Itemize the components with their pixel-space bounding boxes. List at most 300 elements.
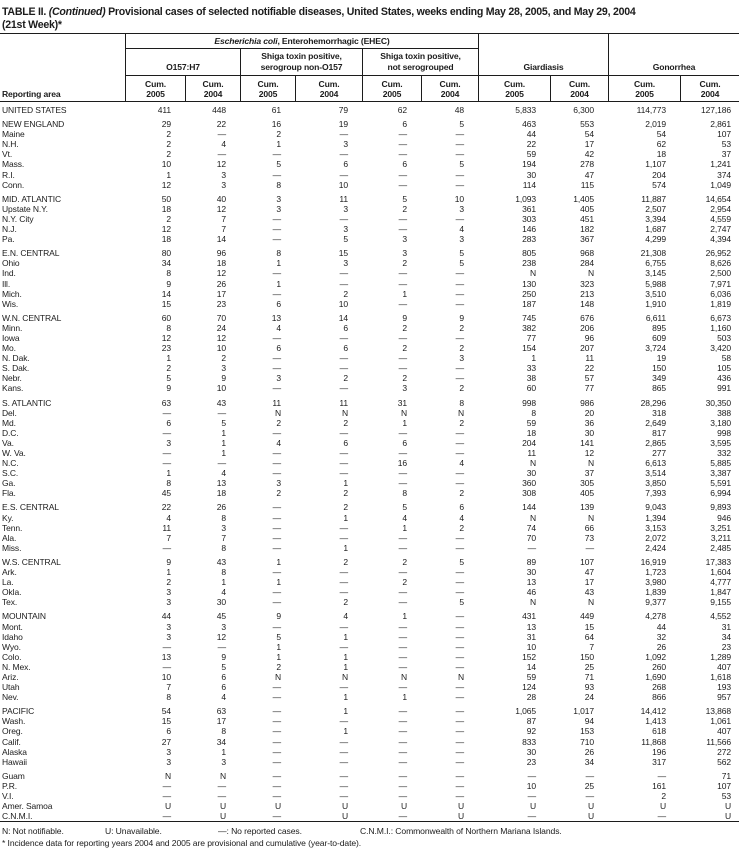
- cell: 9: [221, 651, 226, 662]
- cell: —: [455, 641, 464, 652]
- cell: 12: [216, 631, 226, 642]
- cell: —: [455, 726, 464, 737]
- cell: 411: [157, 105, 171, 115]
- cell: 79: [338, 105, 348, 115]
- cell: 10: [338, 298, 348, 309]
- footnote-legend-item: N: Not notifiable.: [2, 826, 64, 837]
- table-section: [0, 194, 739, 244]
- cell: —: [585, 770, 594, 781]
- cell: —: [339, 587, 348, 598]
- row-label: Ala.: [2, 532, 17, 543]
- cell: 2: [343, 288, 348, 299]
- cell: 15: [338, 248, 348, 259]
- row-label: W. Va.: [2, 448, 26, 458]
- cell: 60: [161, 312, 171, 323]
- cell: 30: [216, 597, 226, 608]
- cell: 26: [656, 641, 666, 652]
- table-section: [0, 119, 739, 190]
- cell: —: [455, 268, 464, 279]
- cell: 745: [522, 312, 536, 323]
- cell: 12: [584, 448, 594, 458]
- cell: N: [529, 597, 536, 608]
- cell: 407: [717, 726, 731, 737]
- cell: 94: [584, 716, 594, 727]
- table-row: [0, 299, 739, 309]
- row-label: Tex.: [2, 597, 18, 608]
- cell: 182: [580, 224, 594, 235]
- cell: 17,383: [705, 556, 731, 567]
- row-label: MOUNTAIN: [2, 611, 46, 622]
- cell: N: [587, 597, 594, 608]
- table-row: [0, 105, 739, 115]
- cell: 3,394: [645, 213, 666, 224]
- row-label: Okla.: [2, 587, 22, 598]
- cell: 6: [459, 502, 464, 513]
- cell: 43: [216, 397, 226, 408]
- cell: 10: [338, 179, 348, 190]
- row-label: UNITED STATES: [2, 105, 67, 115]
- cell: 3,145: [645, 268, 666, 279]
- cell: —: [527, 811, 536, 822]
- cell: —: [398, 278, 407, 289]
- row-label: R.I.: [2, 169, 15, 180]
- row-label: Hawaii: [2, 756, 27, 767]
- cell: 360: [522, 478, 536, 489]
- cell: 10: [161, 159, 171, 170]
- cell: 374: [717, 169, 731, 180]
- year-label: 2005: [258, 88, 278, 99]
- cell: 62: [656, 139, 666, 150]
- cell: 30,350: [705, 397, 731, 408]
- cell: —: [455, 716, 464, 727]
- cell: 2: [661, 791, 666, 801]
- cell: —: [455, 288, 464, 299]
- cell: —: [272, 353, 281, 364]
- cell: 2: [402, 258, 407, 269]
- table-row: [0, 458, 739, 468]
- cell: 30: [584, 427, 594, 438]
- cell: 54: [656, 129, 666, 140]
- cell: 5: [459, 248, 464, 259]
- cell: —: [217, 780, 226, 791]
- table-row: [0, 373, 739, 383]
- cell: —: [398, 811, 407, 822]
- cell: 7,971: [710, 278, 731, 289]
- cell: 15: [161, 298, 171, 309]
- cell: 18: [216, 258, 226, 269]
- cell: 1,092: [645, 651, 666, 662]
- cell: —: [398, 363, 407, 374]
- cell: 998: [522, 397, 536, 408]
- cell: —: [339, 213, 348, 224]
- cell: 6: [343, 437, 348, 448]
- cell: 3: [166, 756, 171, 767]
- table-row: [0, 557, 739, 567]
- cell: 5: [459, 119, 464, 130]
- cell: 25: [584, 780, 594, 791]
- cell: 73: [584, 532, 594, 543]
- cell: 7,393: [645, 488, 666, 499]
- cell: 7: [221, 213, 226, 224]
- cell: 1: [343, 631, 348, 642]
- cell: 3: [459, 203, 464, 214]
- shiga-not-sero-line2: not serogrouped: [387, 61, 454, 72]
- cell: 152: [522, 651, 536, 662]
- cell: 18: [526, 427, 536, 438]
- cell: —: [272, 532, 281, 543]
- table-row: [0, 632, 739, 642]
- cell: —: [455, 661, 464, 672]
- cell: 148: [580, 298, 594, 309]
- cell: 36: [584, 417, 594, 428]
- cell: N: [457, 407, 464, 418]
- cell: 7: [221, 224, 226, 235]
- table-row: [0, 543, 739, 553]
- cell: 17: [584, 577, 594, 588]
- cell: —: [527, 791, 536, 801]
- cum-header-row: [0, 76, 739, 101]
- cell: 37: [584, 468, 594, 479]
- table-row: [0, 363, 739, 373]
- table-row: [0, 781, 739, 791]
- cell: 44: [161, 611, 171, 622]
- cell: 318: [652, 407, 666, 418]
- cell: 1,910: [645, 298, 666, 309]
- table-row: [0, 323, 739, 333]
- cell: 10: [216, 343, 226, 354]
- cell: 10: [161, 671, 171, 682]
- row-label: PACIFIC: [2, 706, 35, 717]
- cell: —: [455, 332, 464, 343]
- row-label: N. Mex.: [2, 661, 31, 672]
- cell: 5: [402, 502, 407, 513]
- cell: 22: [584, 363, 594, 374]
- cell: —: [398, 631, 407, 642]
- cell: 2: [166, 577, 171, 588]
- cell: 6: [343, 322, 348, 333]
- cell: 3,251: [710, 522, 731, 533]
- table-row: [0, 438, 739, 448]
- cum-label: Cum.: [202, 78, 224, 89]
- cell: 5: [402, 193, 407, 204]
- cell: 61: [271, 105, 281, 115]
- cell: 89: [526, 556, 536, 567]
- cell: —: [398, 532, 407, 543]
- cell: —: [455, 706, 464, 717]
- cell: 11: [162, 522, 171, 533]
- cell: U: [587, 801, 594, 812]
- cum-year-header: [362, 76, 421, 101]
- table-row: [0, 418, 739, 428]
- cell: 14: [338, 312, 348, 323]
- cell: —: [339, 567, 348, 578]
- cell: 38: [526, 373, 536, 384]
- cell: 2: [221, 353, 226, 364]
- row-label: Pa.: [2, 234, 15, 245]
- cell: 3: [221, 179, 226, 190]
- cell: —: [272, 502, 281, 513]
- cell: 1: [221, 448, 226, 458]
- cell: 63: [216, 706, 226, 717]
- cell: 196: [652, 746, 666, 757]
- o157-header: [125, 49, 240, 76]
- cell: —: [339, 736, 348, 747]
- cum-label: Cum.: [257, 78, 279, 89]
- cell: 1,839: [645, 587, 666, 598]
- cell: 4: [166, 512, 171, 523]
- cell: N: [529, 458, 536, 469]
- cell: —: [162, 542, 171, 553]
- row-label: W.S. CENTRAL: [2, 556, 61, 567]
- header-spacer: [0, 49, 125, 76]
- table-section: [0, 771, 739, 821]
- cell: N: [587, 268, 594, 279]
- cell: —: [455, 577, 464, 588]
- cell: 13: [271, 312, 281, 323]
- cell: 9,893: [710, 502, 731, 513]
- cell: —: [272, 726, 281, 737]
- cell: —: [398, 621, 407, 632]
- cell: 308: [522, 488, 536, 499]
- cell: 9,043: [645, 502, 666, 513]
- table-row: [0, 716, 739, 726]
- cell: —: [398, 448, 407, 458]
- cell: 8: [276, 248, 281, 259]
- cell: 1: [221, 437, 226, 448]
- cell: 13,868: [705, 706, 731, 717]
- cell: 60: [526, 383, 536, 394]
- cell: 2: [166, 213, 171, 224]
- row-label: Utah: [2, 682, 20, 693]
- table-row: [0, 757, 739, 767]
- row-label: Kans.: [2, 383, 24, 394]
- cell: 2: [459, 383, 464, 394]
- cell: 6: [221, 671, 226, 682]
- cell: 213: [580, 288, 594, 299]
- table-row: [0, 333, 739, 343]
- cell: U: [457, 801, 464, 812]
- cell: 2,649: [645, 417, 666, 428]
- cell: —: [339, 532, 348, 543]
- cell: —: [272, 448, 281, 458]
- cell: 16,919: [640, 556, 666, 567]
- cell: 141: [580, 437, 594, 448]
- cell: —: [339, 363, 348, 374]
- cell: —: [585, 791, 594, 801]
- cell: 817: [652, 427, 666, 438]
- cell: 946: [717, 512, 731, 523]
- cell: 30: [526, 468, 536, 479]
- cell: 2: [402, 373, 407, 384]
- cell: —: [455, 169, 464, 180]
- cell: 1: [402, 417, 407, 428]
- table-row: [0, 567, 739, 577]
- cell: —: [272, 169, 281, 180]
- cell: 31: [526, 631, 536, 642]
- cell: 71: [721, 770, 731, 781]
- row-label: Ga.: [2, 478, 16, 489]
- shiga-non-o157-header: [240, 49, 362, 76]
- cell: 4,777: [710, 577, 731, 588]
- row-label: S. ATLANTIC: [2, 397, 52, 408]
- cell: 33: [526, 363, 536, 374]
- row-label: Md.: [2, 417, 16, 428]
- table-section: [0, 248, 739, 309]
- table-row: [0, 488, 739, 498]
- cell: 2,485: [710, 542, 731, 553]
- cell: 146: [522, 224, 536, 235]
- cell: 11,868: [641, 736, 666, 747]
- cell: —: [455, 129, 464, 140]
- cell: 46: [526, 587, 536, 598]
- cell: 207: [580, 343, 594, 354]
- cell: —: [398, 726, 407, 737]
- cum-label: Cum.: [634, 78, 655, 89]
- cell: 1,065: [515, 706, 536, 717]
- cell: 3,211: [710, 532, 731, 543]
- cell: 3,980: [645, 577, 666, 588]
- cell: 5: [276, 159, 281, 170]
- cell: —: [162, 407, 171, 418]
- cell: 1: [221, 746, 226, 757]
- cell: —: [272, 427, 281, 438]
- cell: —: [217, 407, 226, 418]
- cell: 31: [397, 397, 407, 408]
- cell: —: [272, 542, 281, 553]
- cell: 1,107: [645, 159, 666, 170]
- header-spacer: [0, 34, 125, 49]
- cell: —: [162, 427, 171, 438]
- cell: 57: [584, 373, 594, 384]
- cell: —: [455, 437, 464, 448]
- cell: —: [398, 597, 407, 608]
- cell: —: [398, 716, 407, 727]
- cell: 1,061: [710, 716, 731, 727]
- table-title-prefix: TABLE II.: [2, 6, 47, 18]
- cell: 2: [459, 488, 464, 499]
- cell: —: [272, 332, 281, 343]
- cell: 2: [343, 373, 348, 384]
- cell: 4,394: [710, 234, 731, 245]
- cell: 40: [216, 193, 226, 204]
- cell: —: [455, 363, 464, 374]
- cell: —: [455, 448, 464, 458]
- cell: 4: [276, 322, 281, 333]
- cell: 34: [584, 756, 594, 767]
- table-row: [0, 502, 739, 512]
- cum-label: Cum.: [504, 78, 525, 89]
- shiga-non-o157-line1: Shiga toxin positive,: [261, 51, 342, 61]
- cell: —: [398, 169, 407, 180]
- cell: 1,413: [645, 716, 666, 727]
- cell: 18: [161, 234, 171, 245]
- cell: 349: [652, 373, 666, 384]
- row-label: N. Dak.: [2, 353, 30, 364]
- cell: —: [398, 770, 407, 781]
- table-row: [0, 801, 739, 811]
- ehec-group-header: [125, 34, 478, 49]
- year-label: 2005: [505, 88, 524, 99]
- cell: —: [398, 682, 407, 693]
- cell: 1,241: [710, 159, 731, 170]
- cell: —: [455, 631, 464, 642]
- cell: 12: [216, 332, 226, 343]
- cell: 3,724: [645, 343, 666, 354]
- cell: 1,847: [710, 587, 731, 598]
- cell: 3: [402, 248, 407, 259]
- cell: —: [272, 288, 281, 299]
- cell: —: [455, 478, 464, 489]
- cell: —: [455, 780, 464, 791]
- row-label: Mass.: [2, 159, 25, 170]
- cell: 12: [161, 224, 171, 235]
- cell: 11,887: [641, 193, 666, 204]
- cell: 238: [522, 258, 536, 269]
- table-row: [0, 234, 739, 244]
- cell: 448: [212, 105, 226, 115]
- cell: 323: [580, 278, 594, 289]
- table-section: [0, 313, 739, 394]
- cell: 9: [402, 312, 407, 323]
- cell: —: [162, 791, 171, 801]
- cell: —: [398, 791, 407, 801]
- cell: —: [339, 383, 348, 394]
- table-row: [0, 129, 739, 139]
- table-row: [0, 587, 739, 597]
- cell: N: [274, 407, 281, 418]
- cell: 2: [276, 129, 281, 140]
- gonorrhea-header-label: Gonorrhea: [652, 61, 696, 72]
- cell: 6: [166, 417, 171, 428]
- cell: 23: [161, 343, 171, 354]
- cell: 3: [166, 437, 171, 448]
- cell: 1: [343, 512, 348, 523]
- cell: —: [339, 448, 348, 458]
- cell: 3,510: [645, 288, 666, 299]
- cell: 10: [216, 383, 226, 394]
- cell: 3: [459, 353, 464, 364]
- cell: —: [398, 756, 407, 767]
- cell: 87: [526, 716, 536, 727]
- cell: 14: [161, 288, 171, 299]
- cell: 23: [526, 756, 536, 767]
- cell: 710: [580, 736, 594, 747]
- cell: 8: [459, 397, 464, 408]
- cell: —: [162, 448, 171, 458]
- cell: 1: [276, 258, 281, 269]
- cell: —: [162, 641, 171, 652]
- cell: 6,994: [710, 488, 731, 499]
- cell: —: [339, 780, 348, 791]
- cell: 187: [522, 298, 536, 309]
- year-label: 2004: [203, 88, 223, 99]
- cell: —: [162, 661, 171, 672]
- cell: —: [339, 682, 348, 693]
- cell: —: [455, 278, 464, 289]
- cell: 5,833: [515, 105, 536, 115]
- cell: U: [341, 811, 348, 822]
- row-label: Guam: [2, 770, 25, 781]
- cell: 115: [580, 179, 594, 190]
- cell: 42: [584, 149, 594, 160]
- cell: 45: [216, 611, 226, 622]
- cell: 16: [397, 458, 407, 469]
- cell: 1,604: [710, 567, 731, 578]
- cell: 2: [459, 322, 464, 333]
- cell: 6: [166, 726, 171, 737]
- cell: —: [398, 427, 407, 438]
- cell: 1: [343, 542, 348, 553]
